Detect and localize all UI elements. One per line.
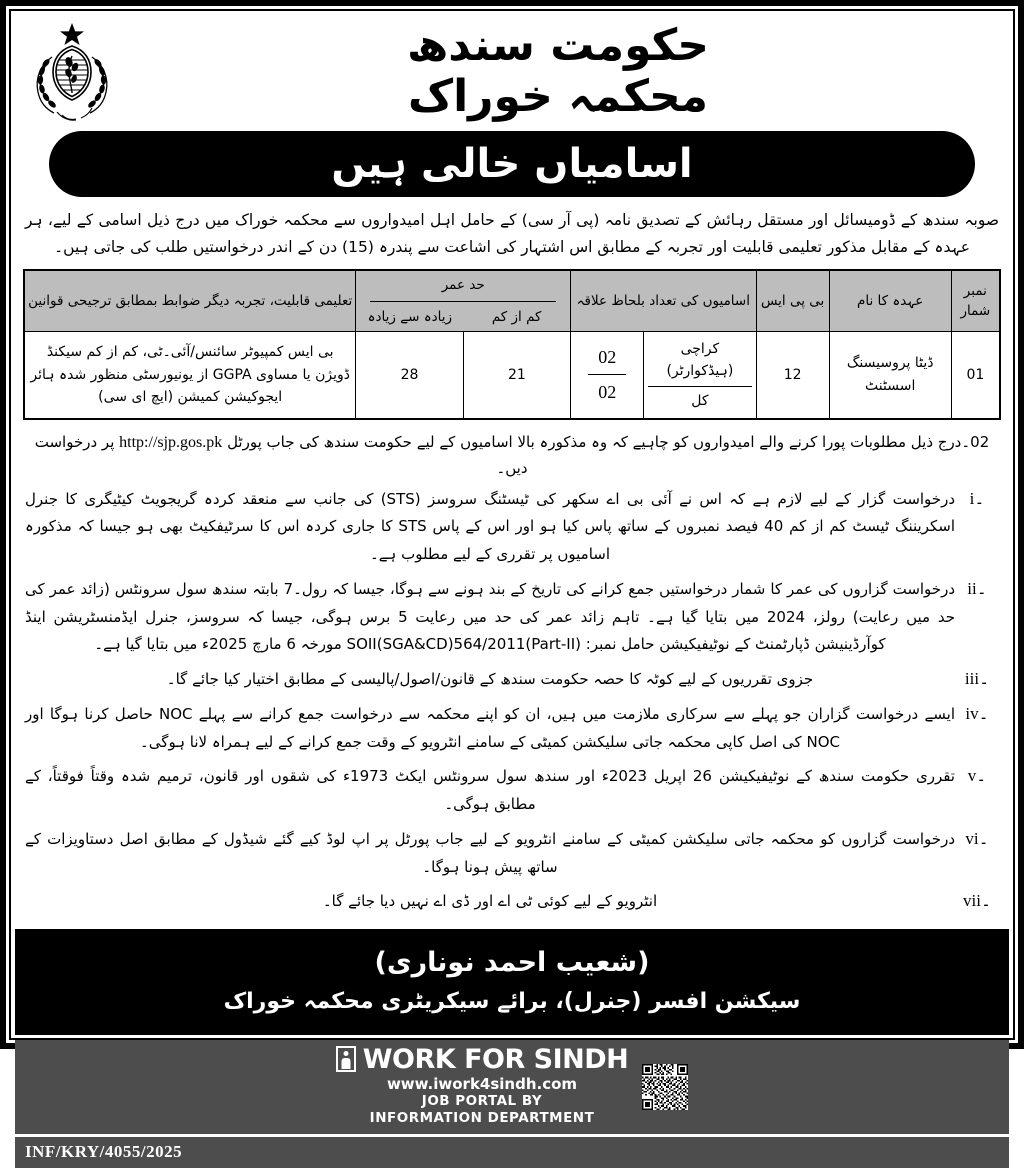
title-department: محکمہ خوراک [408,71,708,123]
th-qualification: تعلیمی قابلیت، تجربہ دیگر ضوابط بمطابق ترجیحی قوانین [24,270,356,331]
th-age-sub-row [356,302,570,331]
condition-marker: v۔ [967,766,987,786]
person-badge-icon [336,1046,356,1072]
signatory-name: (شعیب احمد نوناری) [374,947,650,979]
th-serial: نمبر شمار [951,270,1000,331]
vacancy-banner-wrap [23,131,1001,197]
vacancy-table-head [24,270,1000,331]
condition-text: انٹرویو کے لیے کوئی ٹی اے اور ڈی اے نہیں دیا جائے گا۔ [322,892,658,911]
brand-subtitle-line2: INFORMATION DEPARTMENT [369,1110,595,1127]
government-of-sindh-emblem-icon [29,19,115,129]
region-stack [648,338,751,412]
cell-count-total: 02 [598,382,617,403]
cell-age-max: 28 [356,331,463,419]
th-bps: بی پی ایس [756,270,829,331]
list-item [25,763,999,819]
title-government: حکومت سندھ [407,20,709,71]
list-item [25,666,999,694]
table-row [24,331,1000,419]
condition-marker: vii۔ [963,891,991,911]
masthead-titles [115,17,1001,122]
cell-count-primary: 02 [588,343,626,376]
brand-website[interactable]: www.iwork4sindh.com [386,1074,578,1093]
cell-serial: 01 [951,331,1000,419]
portal-marker: 02۔ [961,432,990,451]
brand-subtitle-line1: JOB PORTAL BY [421,1092,543,1109]
vacancy-table [23,269,1001,420]
list-item [25,826,999,882]
condition-text: درخواست گزاروں کی عمر کا شمار درخواستیں جمع کرانے کی تاریخ کے بند ہونے سے ہوگا، جیسا کہ رول۔7 بابتہ سندھ سول سرونٹس (زائد عمر کی حد میں رعایت) رولز، 2024 میں بتایا گیا ہے۔ تاہم زائد عمر کی حد میں رعایت 5 برس ہوگی، جیسا کہ سروسز، جنرل ایڈمنسٹریشن اینڈ کوآرڈینیشن ڈپارٹمنٹ کے نوٹیفیکیشن حامل نمبر: SOII(SGA&CD)564/2011(Part-II) مورخہ 6 مارچ 2025ء میں بتایا گیا ہے۔ [25,579,956,654]
reference-bar [15,1137,1009,1168]
th-age-limit-title: حد عمر [370,271,556,301]
condition-marker: iii۔ [964,669,990,689]
masthead [23,17,1001,135]
vacancy-banner [49,131,975,197]
condition-marker: i۔ [969,488,985,508]
condition-text: جزوی تقرریوں کے لیے کوٹہ کا حصہ حکومت سندھ کے قانون/اصول/پالیسی کے مطابق اختیار کیا جائے گا۔ [166,670,814,689]
count-stack [575,343,639,408]
cell-region-primary: کراچی (ہیڈکوارٹر) [648,338,751,387]
condition-marker: vi۔ [965,828,989,848]
condition-marker: ii۔ [967,578,987,598]
condition-text: تقرری حکومت سندھ کے نوٹیفیکیشن 26 اپریل 2023ء اور سندھ سول سرونٹس ایکٹ 1973ء کی شقوں اور قانون، ترمیم شدہ وقتاً فوقتاً، کے مطابق ہوگی۔ [25,767,955,814]
condition-marker: iv۔ [965,703,989,723]
cell-age-min: 21 [463,331,570,419]
list-item [25,701,999,757]
qr-code-icon [642,1064,688,1110]
list-item [25,888,999,916]
cell-qualification: بی ایس کمپیوٹر سائنس/آئی۔ٹی، کم از کم سیکنڈ ڈویژن یا مساوی GGPA از یونیورسٹی منظور شدہ ہائر ایجوکیشن کمیشن (ایچ ای سی) [24,331,356,419]
table-header-row [24,270,1000,331]
brand-name: WORK FOR SINDH [362,1043,629,1075]
reference-number: INF/KRY/4055/2025 [25,1141,183,1161]
portal-text-after: پر درخواست دیں۔ [34,432,528,478]
vacancy-table-body [24,331,1000,419]
document-body [9,9,1015,923]
signatory-role: سیکشن افسر (جنرل)، برائے سیکریٹری محکمہ خوراک [223,989,801,1015]
th-post-name: عہدہ کا نام [829,270,951,331]
iwork4sindh-brand [336,1043,629,1128]
brand-row [336,1043,629,1075]
condition-text: درخواست گزاروں کو محکمہ جاتی سلیکشن کمیٹی کے سامنے انٹرویو کے لیے جاب پورٹل پر اپ لوڈ کیے گئے شیڈول کے مطابق اصل دستاویزات کے ساتھ پیش ہونا ہوگا۔ [25,829,955,876]
list-item [25,576,999,659]
list-item [25,486,999,569]
portal-text-before: درج ذیل مطلوبات پورا کرنے والے امیدواروں کو چاہیے کہ وہ مذکورہ بالا اسامیوں کے لیے حکومت سندھ کی جاب پورٹل [227,432,962,451]
signature-block [15,929,1009,1035]
condition-text: درخواست گزار کے لیے لازم ہے کہ اس نے آئی بی اے سکھر کی ٹیسٹنگ سروسز (STS) کی جانب سے منعقد کردہ گریجویٹ کیٹیگری کا جنرل اسکریننگ ٹیسٹ کم از کم 40 فیصد نمبروں کے ساتھ پاس کیا ہو اور اس کے پاس STS کا جاری کردہ اس کا سرٹیفکیٹ بھی ہو جیسا کہ مذکورہ اسامیوں پر تقرری کے لیے مطلوب ہے۔ [25,489,955,564]
footer-bar [15,1040,1009,1134]
th-age-min: کم از کم [491,308,542,325]
portal-url[interactable]: http://sjp.gos.pk [119,433,223,451]
cell-region [644,331,756,419]
cell-region-total-label: کل [691,392,709,409]
cell-post-name: ڈیٹا پروسیسنگ اسسٹنٹ [829,331,951,419]
th-age-limit-group [356,270,571,331]
page-inner-frame [6,6,1018,1161]
portal-instruction [25,429,999,482]
intro-paragraph: صوبہ سندھ کے ڈومیسائل اور مستقل رہائش کے تصدیق نامہ (پی آر سی) کے حامل اہل امیدواروں سے محکمہ خوراک میں درج ذیل اسامی کے لیے، ہر عہدہ کے مقابل مذکور تعلیمی قابلیت اور تجربہ کے مطابق اس اشتہار کی اشاعت سے پندرہ (15) دن کے اندر درخواستیں طلب کی جاتی ہیں۔ [25,211,999,257]
cell-bps: 12 [756,331,829,419]
condition-text: ایسے درخواست گزاران جو پہلے سے سرکاری ملازمت میں ہیں، ان کو اپنے محکمہ سے درخواست جمع کرانے سے پہلے NOC حاصل کرنا ہوگا اور NOC کی اصل کاپی محکمہ جاتی سلیکشن کمیٹی کے سامنے انٹرویو کے وقت جمع کرانے کے لیے ہمراہ لانا ہوگی۔ [25,704,955,751]
conditions-list [25,486,999,917]
vacancy-banner-text: اسامیاں خالی ہیں [331,141,693,187]
th-posts-by-region: اسامیوں کی تعداد بلحاظ علاقہ [571,270,756,331]
cell-count [571,331,644,419]
th-age-max: زیادہ سے زیادہ [367,308,453,325]
